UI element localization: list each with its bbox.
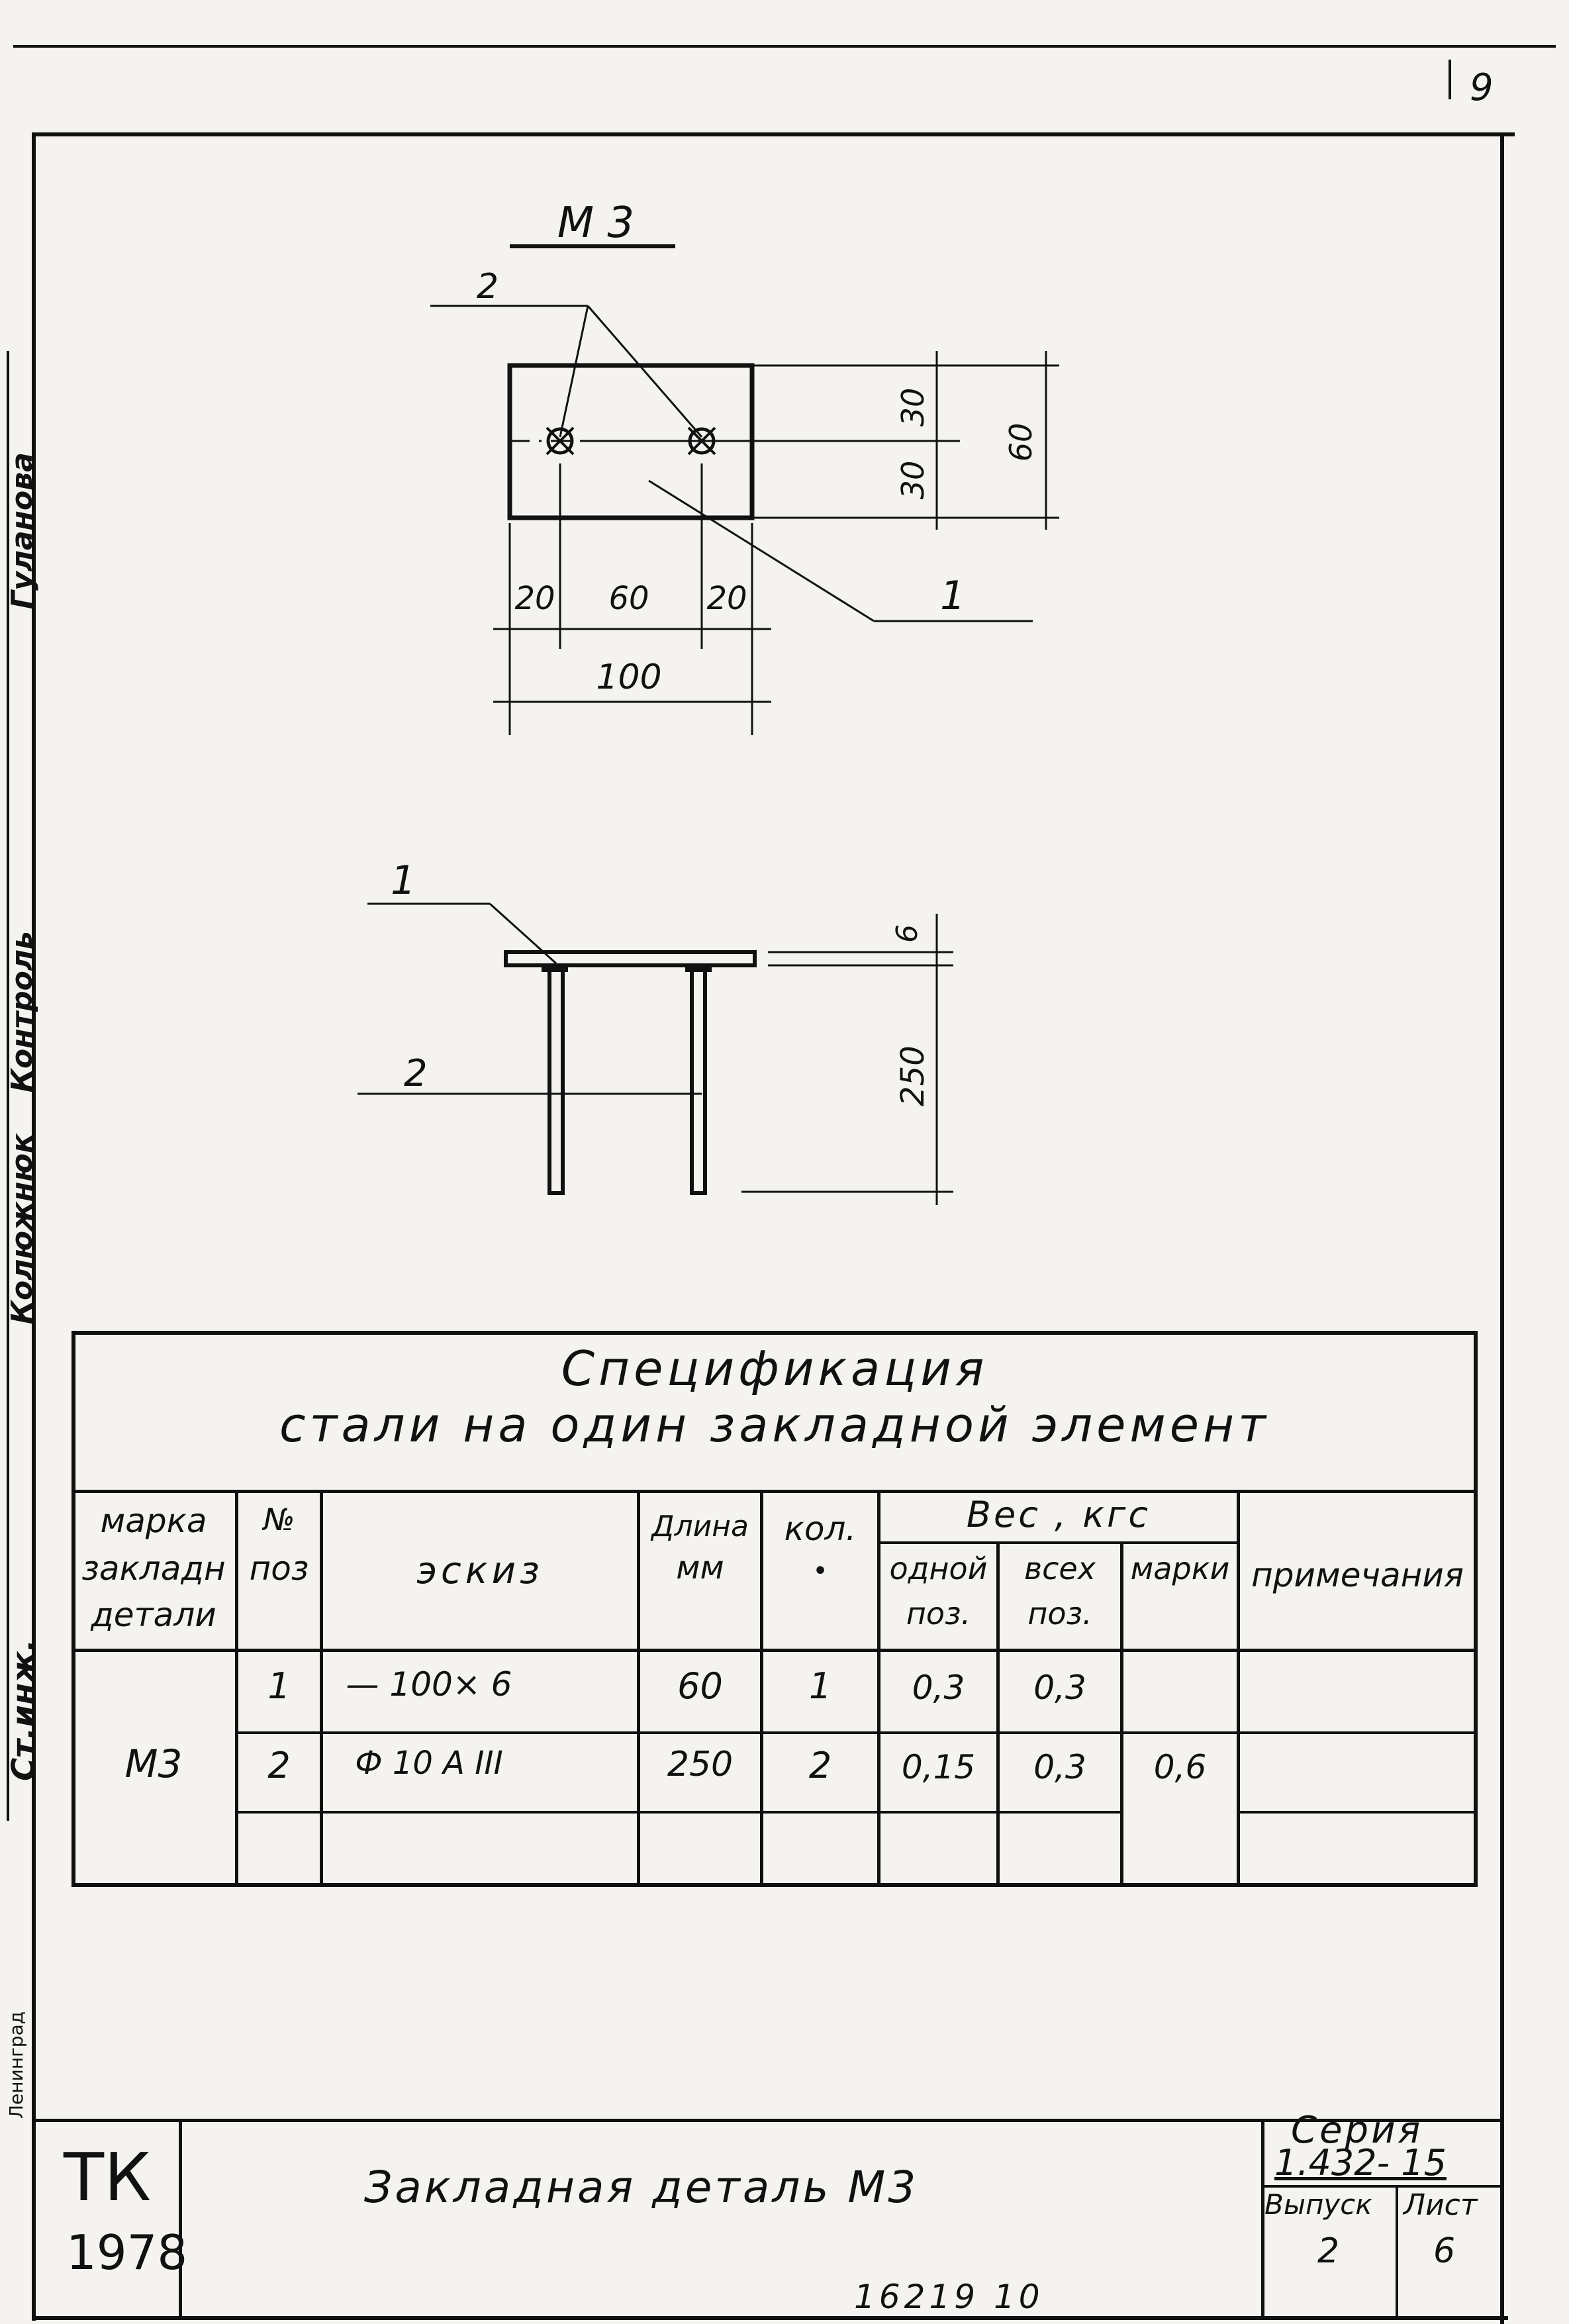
spec-title-line1: Спецификация — [561, 1341, 988, 1396]
cell-length-1: 60 — [677, 1665, 723, 1707]
spec-row-line-1b — [1237, 1731, 1478, 1734]
org-year: 1978 — [66, 2225, 188, 2280]
cell-sketch-1: — 100× 6 — [346, 1665, 512, 1704]
frame-bottom — [32, 2316, 1508, 2320]
hdr-pos-1: № — [263, 1502, 295, 1537]
spec-header-bottom — [71, 1649, 1478, 1652]
spec-row-line-2 — [235, 1811, 1122, 1814]
spec-row-line-2b — [1237, 1811, 1478, 1814]
dim-left-20: 20 — [514, 580, 555, 617]
hdr-one-1: одной — [889, 1551, 988, 1586]
dim-total-100: 100 — [596, 657, 662, 697]
spec-title-line2: стали на один закладной элемент — [279, 1397, 1270, 1453]
title-block-divider-1 — [179, 2119, 182, 2317]
spec-row-line-1 — [235, 1731, 1241, 1734]
title-block-sheet-divider — [1396, 2185, 1398, 2317]
footer-number: 16219 10 — [854, 2278, 1044, 2316]
issue-label: Выпуск — [1264, 2188, 1372, 2221]
cell-one-2: 0,15 — [901, 1748, 976, 1786]
cell-one-1: 0,3 — [912, 1669, 965, 1707]
side-stamp-4: Гуланова — [5, 452, 39, 609]
hdr-sketch: эскиз — [416, 1549, 544, 1592]
side-leader-2: 2 — [404, 1052, 428, 1095]
series-value: 1.432- 15 — [1274, 2142, 1447, 2184]
spec-col-6 — [996, 1541, 1000, 1887]
hdr-notes: примечания — [1251, 1556, 1464, 1594]
top-leader-2: 2 — [477, 267, 499, 307]
hdr-all-1: всех — [1024, 1551, 1096, 1586]
cell-pos-1: 1 — [267, 1665, 291, 1707]
org-code: ТК — [64, 2139, 152, 2216]
cell-all-2: 0,3 — [1033, 1748, 1086, 1786]
cell-mark-weight: 0,6 — [1153, 1748, 1207, 1786]
side-stamp-2: Колюжнюк — [5, 1133, 39, 1324]
side-stamp-1: Ст.инж. — [5, 1639, 42, 1781]
title-block-series-line — [1261, 2185, 1500, 2188]
side-leader-1: 1 — [391, 857, 416, 904]
sheet-label: Лист — [1403, 2188, 1478, 2222]
hdr-length-1: Длина — [651, 1510, 749, 1543]
hdr-all-2: поз. — [1027, 1596, 1092, 1631]
cell-length-2: 250 — [667, 1745, 734, 1784]
side-stamp-5: Ленинград — [5, 2011, 27, 2119]
series-label: Серия — [1291, 2109, 1423, 2152]
sheet-value: 6 — [1433, 2231, 1456, 2271]
hdr-mark-weight: марки — [1130, 1551, 1230, 1586]
cell-all-1: 0,3 — [1033, 1669, 1086, 1707]
hdr-length-2: мм — [676, 1549, 724, 1586]
hdr-qty-2: • — [812, 1556, 828, 1586]
hdr-pos-2: поз — [249, 1549, 309, 1588]
cell-qty-2: 2 — [808, 1745, 832, 1786]
cell-pos-2: 2 — [267, 1745, 291, 1786]
drawing-name: Закладная деталь М3 — [364, 2162, 919, 2213]
hdr-mark-3: детали — [91, 1596, 216, 1634]
spec-weight-sub — [879, 1541, 1237, 1544]
bar-2 — [692, 968, 705, 1193]
bar-1 — [549, 968, 563, 1193]
cell-qty-1: 1 — [808, 1665, 832, 1707]
drawing-title: М 3 — [557, 199, 635, 248]
hdr-one-2: поз. — [906, 1596, 971, 1631]
plate-side-view — [506, 952, 755, 965]
dim-plate-6: 6 — [890, 924, 924, 943]
side-stamp-3: Контроль — [5, 931, 39, 1092]
title-block-top — [36, 2119, 1500, 2122]
hdr-mark-1: марка — [100, 1502, 207, 1540]
spec-col-8 — [1237, 1490, 1240, 1887]
cell-sketch-2: Ф 10 А III — [355, 1745, 503, 1782]
hdr-mark-2: закладн — [81, 1549, 226, 1588]
cell-mark: М3 — [124, 1741, 183, 1786]
hdr-weight: Вес , кгс — [966, 1494, 1151, 1535]
dim-v-30-bottom: 30 — [895, 460, 931, 500]
dim-v-60: 60 — [1003, 422, 1039, 462]
corner-page-number: 9 — [1470, 66, 1494, 109]
spec-header-top — [71, 1490, 1478, 1493]
dim-mid-60: 60 — [608, 580, 649, 617]
dim-v-30-top: 30 — [895, 387, 931, 427]
dim-right-20: 20 — [706, 580, 747, 617]
spec-col-7 — [1120, 1541, 1123, 1887]
top-leader-1: 1 — [940, 573, 966, 619]
issue-value: 2 — [1317, 2231, 1340, 2271]
dim-bar-250: 250 — [894, 1045, 931, 1106]
hdr-qty-1: кол. — [784, 1510, 857, 1548]
